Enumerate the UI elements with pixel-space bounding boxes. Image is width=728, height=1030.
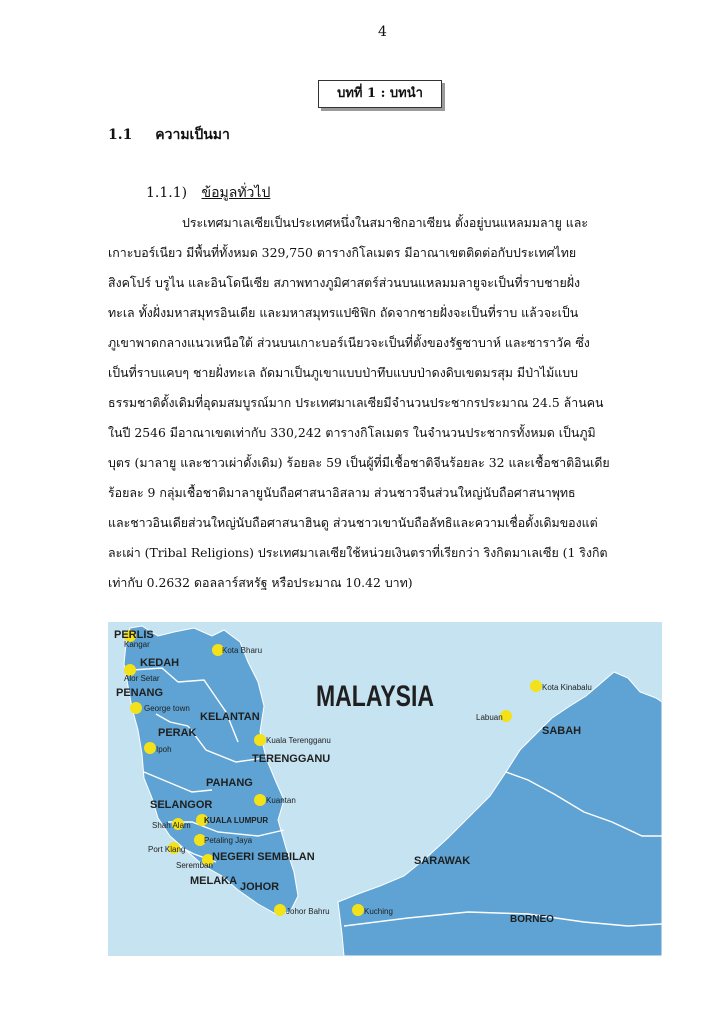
state-label-kelantan: KELANTAN [200, 711, 260, 723]
paragraph-line: เท่ากับ 0.2632 ดอลลาร์สหรัฐ หรือประมาณ 10.42 บาท) [108, 575, 413, 590]
paragraph-line: ทะเล ทั้งฝั่งมหาสมุทรอินเดีย และมหาสมุทรแปซิฟิก ถัดจากชายฝั่งจะเป็นที่ราบ แล้วจะเป็น [108, 305, 579, 320]
state-label-selangor: SELANGOR [150, 799, 213, 811]
paragraph-line: ประเทศมาเลเซียเป็นประเทศหนึ่งในสมาชิกอาเซียน ตั้งอยู่บนแหลมมลายู และ [182, 215, 589, 230]
city-dot-kuantan [254, 794, 266, 806]
state-label-perlis: PERLIS [114, 629, 154, 641]
subsection-heading [146, 182, 270, 204]
subsection-title: ข้อมูลทั่วไป [201, 185, 271, 201]
section-title: ความเป็นมา [155, 127, 230, 143]
city-dot-georgetown [130, 702, 142, 714]
subsection-number: 1.1.1) [146, 185, 188, 201]
chapter-label: บทที่ 1 : บทนำ [337, 86, 423, 101]
section-heading [108, 124, 230, 146]
city-dot-kuala-terengganu [254, 734, 266, 746]
section-number: 1.1 [108, 127, 133, 143]
state-label-johor: JOHOR [240, 881, 280, 893]
state-label-pahang: PAHANG [206, 777, 253, 789]
city-label-kangar: Kangar [124, 640, 150, 649]
state-label-penang: PENANG [116, 687, 164, 699]
city-dot-kota-kinabalu [530, 680, 542, 692]
city-label-ipoh: Ipoh [156, 745, 172, 754]
city-label-georgetown: George town [144, 704, 190, 713]
city-label-seremban: Seremban [176, 861, 213, 870]
paragraph-line: ในปี 2546 มีอาณาเขตเท่ากับ 330,242 ตารางกิโลเมตร ในจำนวนประชากรทั้งหมด เป็นภูมิ [108, 425, 596, 440]
map-title: MALAYSIA [316, 680, 434, 713]
state-label-kedah: KEDAH [140, 657, 180, 669]
malaysia-map [108, 622, 662, 956]
paragraph-line: สิงคโปร์ บรูไน และอินโดนีเซีย สภาพทางภูมิศาสตร์ส่วนบนแหลมมลายูจะเป็นที่ราบชายฝั่ง [108, 275, 581, 290]
city-label-kuala-terengganu: Kuala Terengganu [266, 736, 331, 745]
city-label-alor-setar: Alor Setar [124, 674, 160, 683]
city-dot-kuching [352, 904, 364, 916]
paragraph-line: ร้อยละ 9 กลุ่มเชื้อชาติมาลายูนับถือศาสนาอิสลาม ส่วนชาวจีนส่วนใหญ่นับถือศาสนาพุทธ [108, 485, 576, 500]
city-label-kota-bharu: Kota Bharu [222, 646, 263, 655]
paragraph-line: บุตร (มาลายู และชาวเผ่าดั้งเดิม) ร้อยละ 59 เป็นผู้ที่มีเชื้อชาติจีนร้อยละ 32 และเชื้อชาติอินเดีย [108, 455, 610, 470]
paragraph-line: เป็นที่ราบแคบๆ ชายฝั่งทะเล ถัดมาเป็นภูเขาแบบป่าทึบแบบป่าดงดิบเขตมรสุม มีป่าไม้แบบ [108, 365, 579, 380]
city-label-kuching: Kuching [364, 907, 393, 916]
city-label-johor-bahru: Johor Bahru [286, 907, 330, 916]
paragraph-line: เกาะบอร์เนียว มีพื้นที่ทั้งหมด 329,750 ตารางกิโลเมตร มีอาณาเขตติดต่อกับประเทศไทย [108, 245, 577, 260]
city-label-port-klang: Port Klang [148, 845, 186, 854]
state-label-negeri-sembilan: NEGERI SEMBILAN [212, 851, 315, 863]
state-label-kuala-lumpur: KUALA LUMPUR [204, 816, 269, 825]
state-label-perak: PERAK [158, 727, 197, 739]
state-label-terengganu: TERENGGANU [252, 753, 331, 765]
state-label-sarawak: SARAWAK [414, 855, 471, 867]
state-label-borneo: BORNEO [510, 914, 554, 925]
page-number: 4 [378, 24, 387, 40]
paragraph-line: ละเผ่า (Tribal Religions) ประเทศมาเลเซียใช้หน่วยเงินตราที่เรียกว่า ริงกิตมาเลเซีย (1 ริงกิต [108, 545, 608, 560]
city-dot-johor-bahru [274, 904, 286, 916]
state-label-melaka: MELAKA [190, 875, 238, 887]
state-label-sabah: SABAH [542, 725, 582, 737]
city-label-labuan: Labuan [476, 713, 503, 722]
map-canvas [108, 622, 662, 956]
city-label-petaling-jaya: Petaling Jaya [204, 836, 253, 845]
chapter-heading-box [318, 80, 442, 108]
city-label-kuantan: Kuantan [266, 796, 296, 805]
paragraph-line: ธรรมชาติดั้งเดิมที่อุดมสมบูรณ์มาก ประเทศมาเลเซียมีจำนวนประชากรประมาณ 24.5 ล้านคน [108, 395, 604, 410]
paragraph-line: และชาวอินเดียส่วนใหญ่นับถือศาสนาฮินดู ส่วนชาวเขานับถือลัทธิและความเชื่อดั้งเดิมของแต่ [108, 515, 598, 530]
city-label-shah-alam: Shah Alam [152, 821, 191, 830]
city-dot-ipoh [144, 742, 156, 754]
city-label-kota-kinabalu: Kota Kinabalu [542, 683, 592, 692]
body-paragraph [108, 208, 656, 598]
paragraph-line: ภูเขาพาดกลางแนวเหนือใต้ ส่วนบนเกาะบอร์เนียวจะเป็นที่ตั้งของรัฐซาบาห์ และซาราวัค ซึ่ง [108, 335, 590, 350]
